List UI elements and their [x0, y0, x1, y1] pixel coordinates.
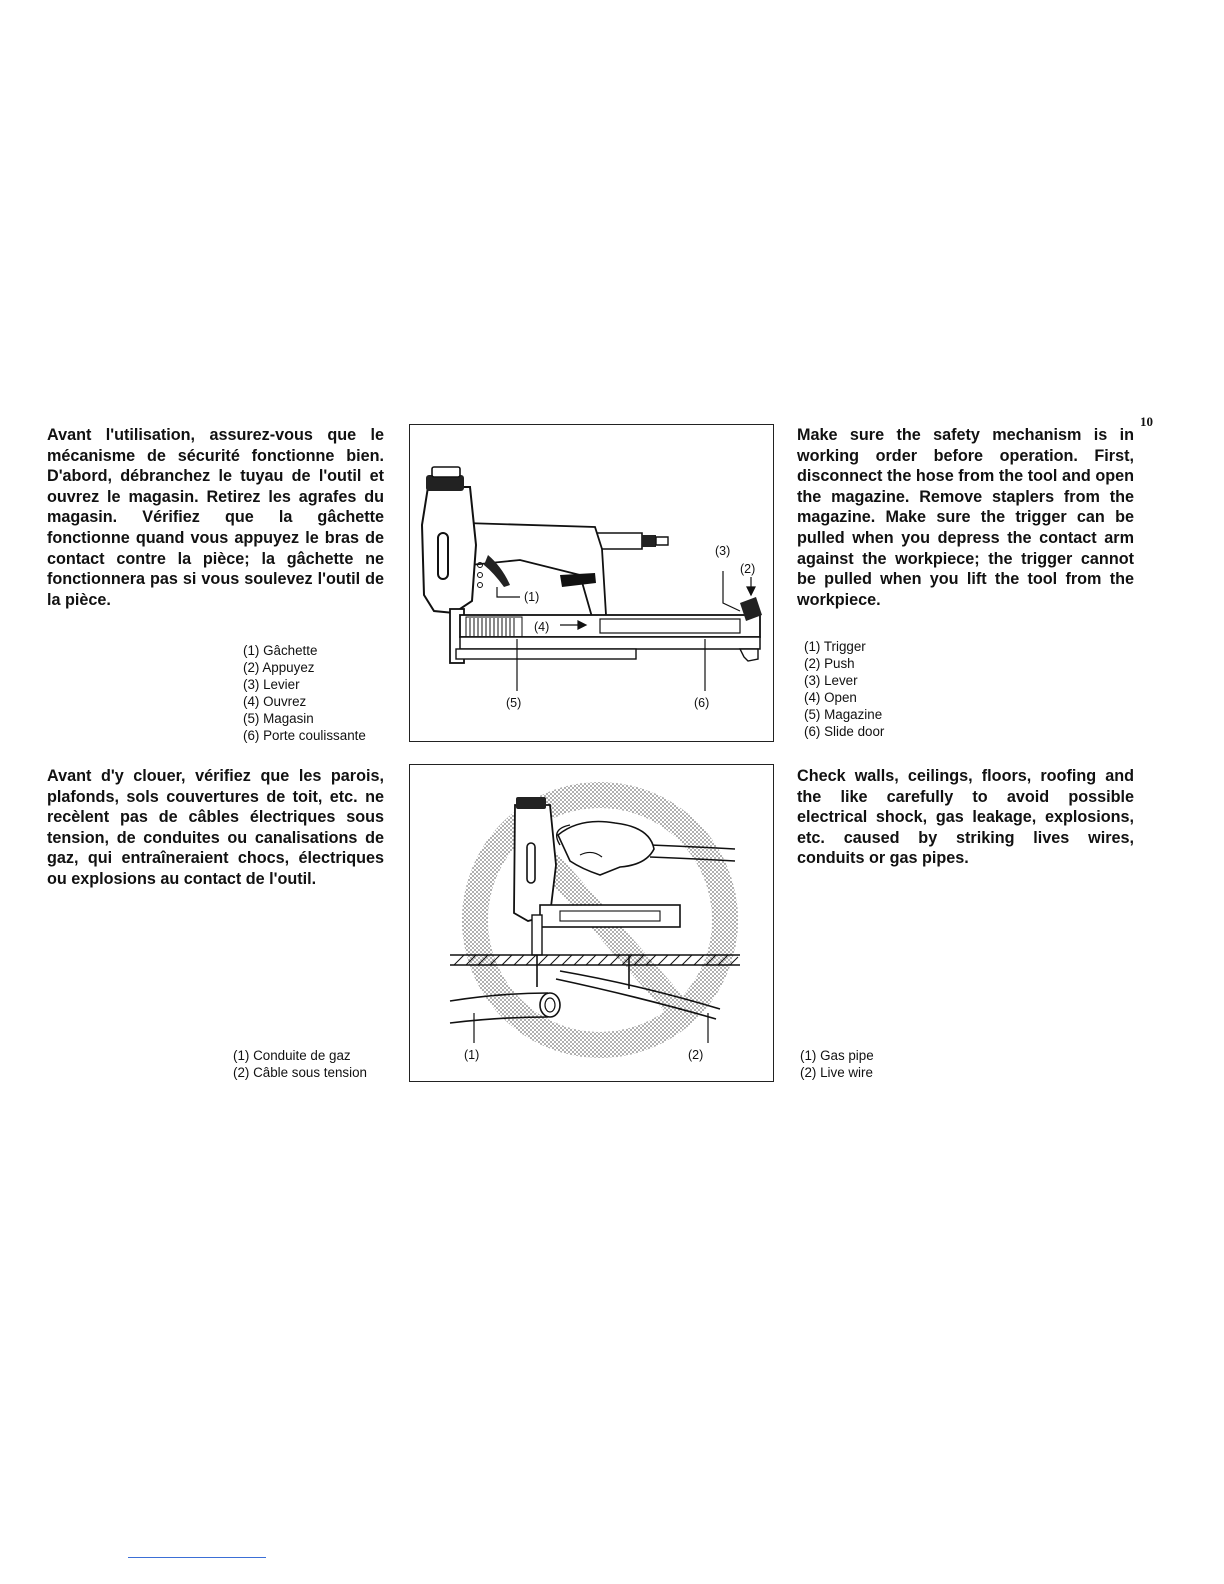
french-legend-figure-1 — [243, 642, 366, 745]
legend-item: (3) Lever — [804, 673, 858, 689]
english-hidden-hazards-paragraph: Check walls, ceilings, floors, roofing and the like carefully to avoid possible electrical shock, gas leakage, explosions, etc. caused by striking lives wires, conduits or gas pipes. — [797, 767, 1134, 868]
legend-item: (1) Gâchette — [243, 643, 318, 658]
legend-item: (6) Porte coulissante — [243, 728, 366, 744]
callout-4: (4) — [534, 620, 550, 634]
legend-item: (4) Ouvrez — [243, 694, 307, 710]
legend-item: (4) Open — [804, 690, 857, 706]
legend-item: (1) Gas pipe — [800, 1048, 874, 1063]
french-safety-check-paragraph: Avant l'utilisation, assurez-vous que le mécanisme de sécurité fonctionne bien. D'abord, débranchez le tuyau de l'outil et ouvrez le magasin. Retirez les agrafes du magasin. Vérifiez que la gâchette fonctionne quand vous appuyez le bras de contact contre la pièce; la gâchette ne fonctionnera pas si vous soulevez l'outil de la pièce. — [47, 426, 384, 609]
callout-3: (3) — [715, 544, 731, 558]
legend-item: (2) Câble sous tension — [233, 1065, 367, 1081]
legend-item: (5) Magazine — [804, 707, 883, 723]
legend-item: (2) Push — [804, 656, 855, 672]
legend-item: (3) Levier — [243, 677, 300, 693]
callout-5: (5) — [506, 696, 522, 710]
legend-item: (2) Live wire — [800, 1065, 873, 1081]
legend-item: (2) Appuyez — [243, 660, 315, 676]
footer-rule — [128, 1557, 266, 1558]
page-number: 10 — [1140, 414, 1153, 429]
legend-item: (5) Magasin — [243, 711, 314, 727]
french-legend-figure-2 — [233, 1047, 367, 1081]
figure-stapler-safety-mechanism — [409, 424, 774, 742]
legend-item: (1) Conduite de gaz — [233, 1048, 351, 1063]
callout-6: (6) — [694, 696, 710, 710]
french-hidden-hazards-paragraph: Avant d'y clouer, vérifiez que les parois, plafonds, sols couvertures de toit, etc. ne recèlent pas de câbles électriques sous tension, de conduites ou canalisations de gaz, qui entraîneraient chocs, électriques ou explosions au contact de l'outil. — [47, 767, 384, 888]
figure-no-nailing-over-pipes-wires — [409, 764, 774, 1082]
callout-2: (2) — [688, 1048, 704, 1062]
callout-2: (2) — [740, 562, 756, 576]
prohibition-illustration — [410, 765, 775, 1083]
english-legend-figure-2 — [800, 1047, 874, 1081]
stapler-illustration — [410, 425, 775, 743]
legend-item: (6) Slide door — [804, 724, 885, 740]
callout-1: (1) — [524, 590, 540, 604]
callout-1: (1) — [464, 1048, 480, 1062]
legend-item: (1) Trigger — [804, 639, 866, 654]
english-safety-check-paragraph: Make sure the safety mechanism is in working order before operation. First, disconnect the hose from the tool and open the magazine. Remove staplers from the magazine. Make sure the trigger can be pulled when you depress the contact arm against the workpiece; the trigger cannot be pulled when you lift the tool from the workpiece. — [797, 426, 1134, 609]
english-legend-figure-1 — [804, 638, 884, 741]
